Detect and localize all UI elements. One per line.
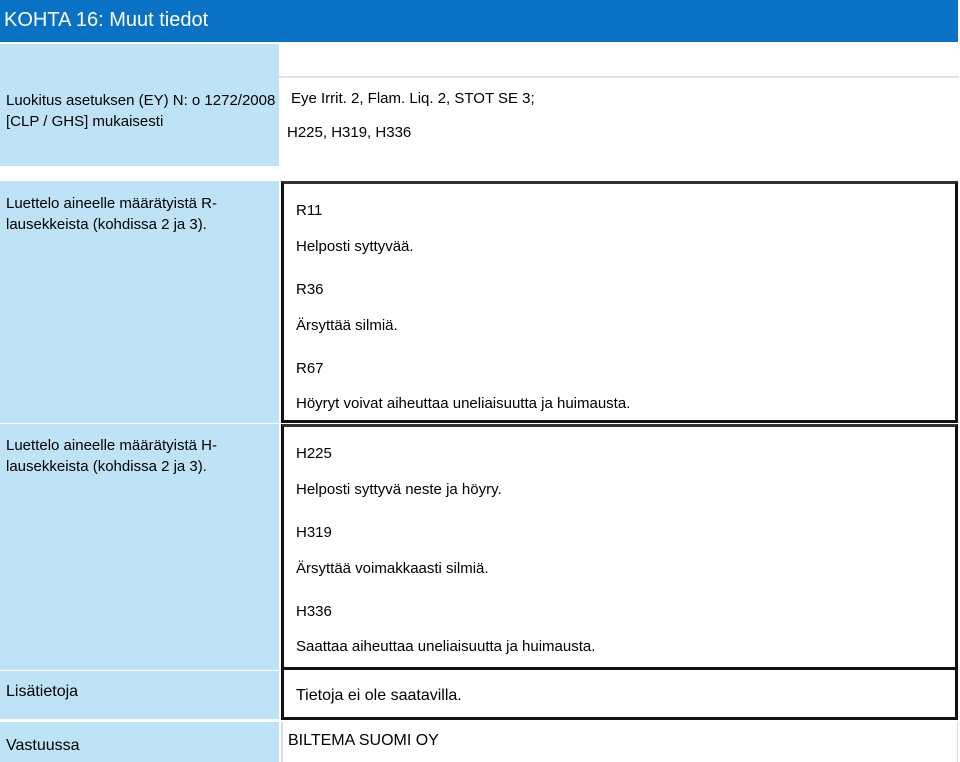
h-phrase-code: H319 (296, 524, 332, 541)
responsible-label-text: Vastuussa (6, 737, 80, 754)
r-phrases-label-text: Luettelo aineelle määrätyistä R-lausekkeista (kohdissa 2 ja 3). (6, 195, 217, 233)
r-phrase-code: R11 (296, 202, 323, 219)
h-phrase-text: Saattaa aiheuttaa uneliaisuutta ja huimausta. (296, 638, 596, 655)
h-phrase-text: Helposti syttyvä neste ja höyry. (296, 481, 502, 498)
h-phrase-text: Ärsyttää voimakkaasti silmiä. (296, 560, 489, 577)
classification-divider-top (279, 76, 959, 78)
r-phrase-text: Höyryt voivat aiheuttaa uneliaisuutta ja huimausta. (296, 395, 631, 412)
classification-hazard-statements: H225, H319, H336 (287, 124, 412, 141)
r-phrase-code: R36 (296, 281, 324, 298)
classification-label-text: Luokitus asetuksen (EY) N: o 1272/2008 [CLP / GHS] mukaisesti (6, 92, 276, 130)
h-phrase-code: H336 (296, 603, 332, 620)
additional-info-label (0, 671, 279, 719)
r-phrase-text: Ärsyttää silmiä. (296, 317, 398, 334)
additional-info-value: Tietoja ei ole saatavilla. (296, 687, 462, 704)
additional-info-label-text: Lisätietoja (6, 683, 79, 700)
section-title: KOHTA 16: Muut tiedot (0, 0, 958, 42)
r-phrases-label (0, 181, 279, 423)
h-phrases-label-text: Luettelo aineelle määrätyistä H-lausekkeista (kohdissa 2 ja 3). (6, 437, 217, 475)
classification-hazard-classes: Eye Irrit. 2, Flam. Liq. 2, STOT SE 3; (291, 90, 535, 107)
additional-info-box (281, 670, 958, 720)
classification-label (0, 44, 279, 166)
h-phrase-code: H225 (296, 445, 332, 462)
r-phrases-box (281, 181, 958, 423)
responsible-label (0, 722, 279, 762)
r-phrase-text: Helposti syttyvää. (296, 238, 414, 255)
r-phrase-code: R67 (296, 360, 324, 377)
h-phrases-box (281, 424, 958, 670)
responsible-box (281, 722, 958, 762)
responsible-value: BILTEMA SUOMI OY (288, 732, 439, 749)
h-phrases-label (0, 424, 279, 670)
